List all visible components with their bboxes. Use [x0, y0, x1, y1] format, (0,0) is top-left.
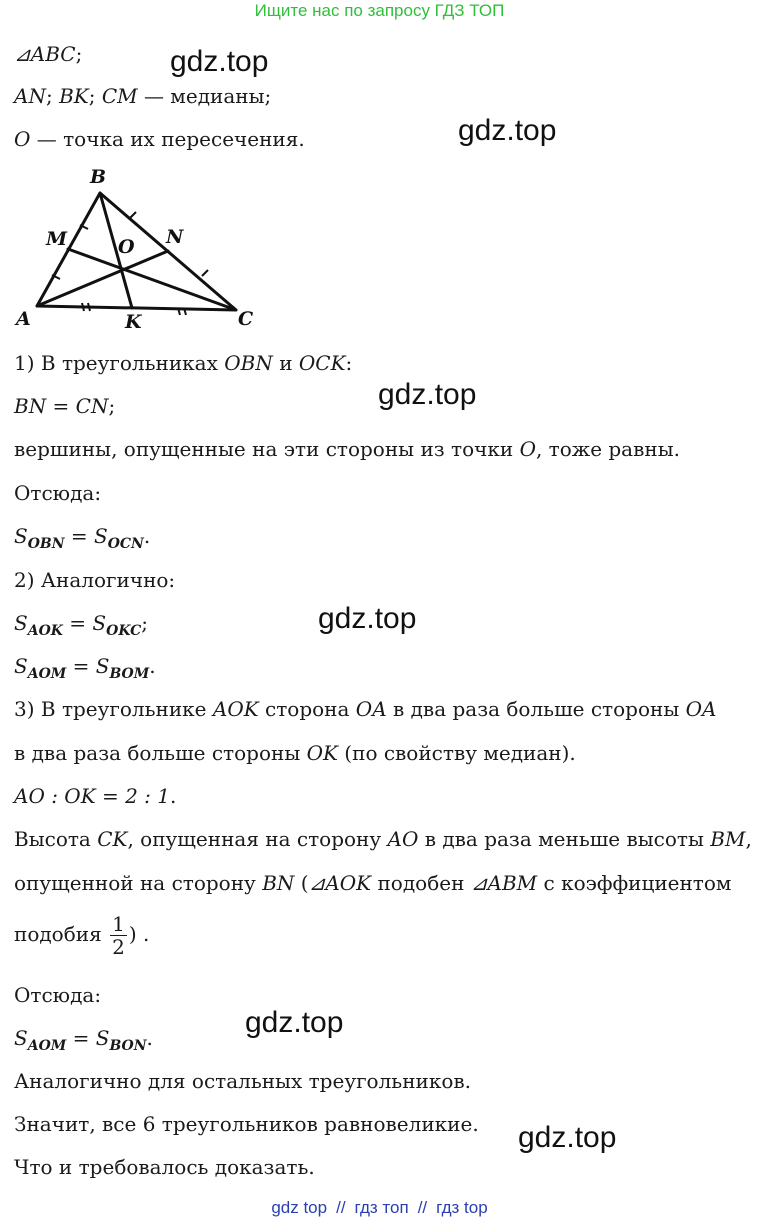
label-b: B [90, 166, 107, 188]
area-eq-2: $S_{AOK} = S_{OKC}$; [14, 611, 149, 639]
step2-heading: 2) Аналогично: [14, 568, 176, 592]
hence-1: Отсюда: [14, 481, 102, 505]
label-n: N [166, 226, 184, 248]
footer-separator: // [417, 1198, 428, 1217]
watermark: gdz.top [378, 378, 477, 411]
watermark: gdz.top [245, 1006, 344, 1039]
height-statement: Высота CK, опущенная на сторону AO в два раза меньше высоты BM, [14, 827, 752, 851]
footer-link[interactable]: gdz top [271, 1198, 328, 1217]
label-k: K [125, 311, 142, 333]
qed: Что и требовалось доказать. [14, 1155, 315, 1179]
label-a: A [16, 308, 31, 330]
watermark: gdz.top [318, 602, 417, 635]
step3-heading: 3) В треугольнике AOK сторона OA в два раза больше стороны OA [14, 697, 717, 721]
footer-separator: // [336, 1198, 346, 1217]
given-intersection: O — точка их пересечения. [14, 127, 305, 151]
area-eq-4: $S_{AOM} = S_{BON}$. [14, 1026, 153, 1054]
hence-2: Отсюда: [14, 983, 102, 1007]
search-banner: Ищите нас по запросу ГДЗ ТОП [254, 1, 505, 20]
label-c: C [238, 308, 254, 330]
area-eq-3: $S_{AOM} = S_{BOM}$. [14, 654, 156, 682]
watermark: gdz.top [170, 45, 269, 78]
watermark: gdz.top [518, 1121, 617, 1154]
triangle-figure [14, 165, 264, 335]
equal-sides: BN = CN; [14, 394, 116, 418]
footer-link[interactable]: гдз top [436, 1198, 488, 1217]
equal-heights: вершины, опущенные на эти стороны из точки O, тоже равны. [14, 437, 680, 461]
fraction: $\frac{1}{2}$ [112, 912, 125, 959]
given-triangle: ⊿ABC; [14, 42, 83, 66]
watermark: gdz.top [458, 114, 557, 147]
footer-link[interactable]: гдз топ [354, 1198, 409, 1217]
similarity-ratio: подобия $\frac{1}{2}$ ) . [14, 912, 150, 959]
median-property: в два раза больше стороны OK (по свойству медиан). [14, 741, 576, 765]
label-m: M [46, 228, 68, 250]
given-medians: AN; BK; CM — медианы; [14, 84, 272, 108]
footer-links [0, 1198, 759, 1218]
similarly-others: Аналогично для остальных треугольников. [14, 1069, 472, 1093]
ratio: AO : OK = 2 : 1. [14, 784, 177, 808]
area-eq-1: $S_{OBN} = S_{OCN}$. [14, 524, 151, 552]
similarity-statement: опущенной на сторону BN (⊿AOK подобен ⊿ABM с коэффициентом [14, 871, 732, 895]
label-o: O [118, 236, 135, 258]
conclusion: Значит, все 6 треугольников равновеликие. [14, 1112, 479, 1136]
step1-heading: 1) В треугольниках OBN и OCK: [14, 351, 353, 375]
